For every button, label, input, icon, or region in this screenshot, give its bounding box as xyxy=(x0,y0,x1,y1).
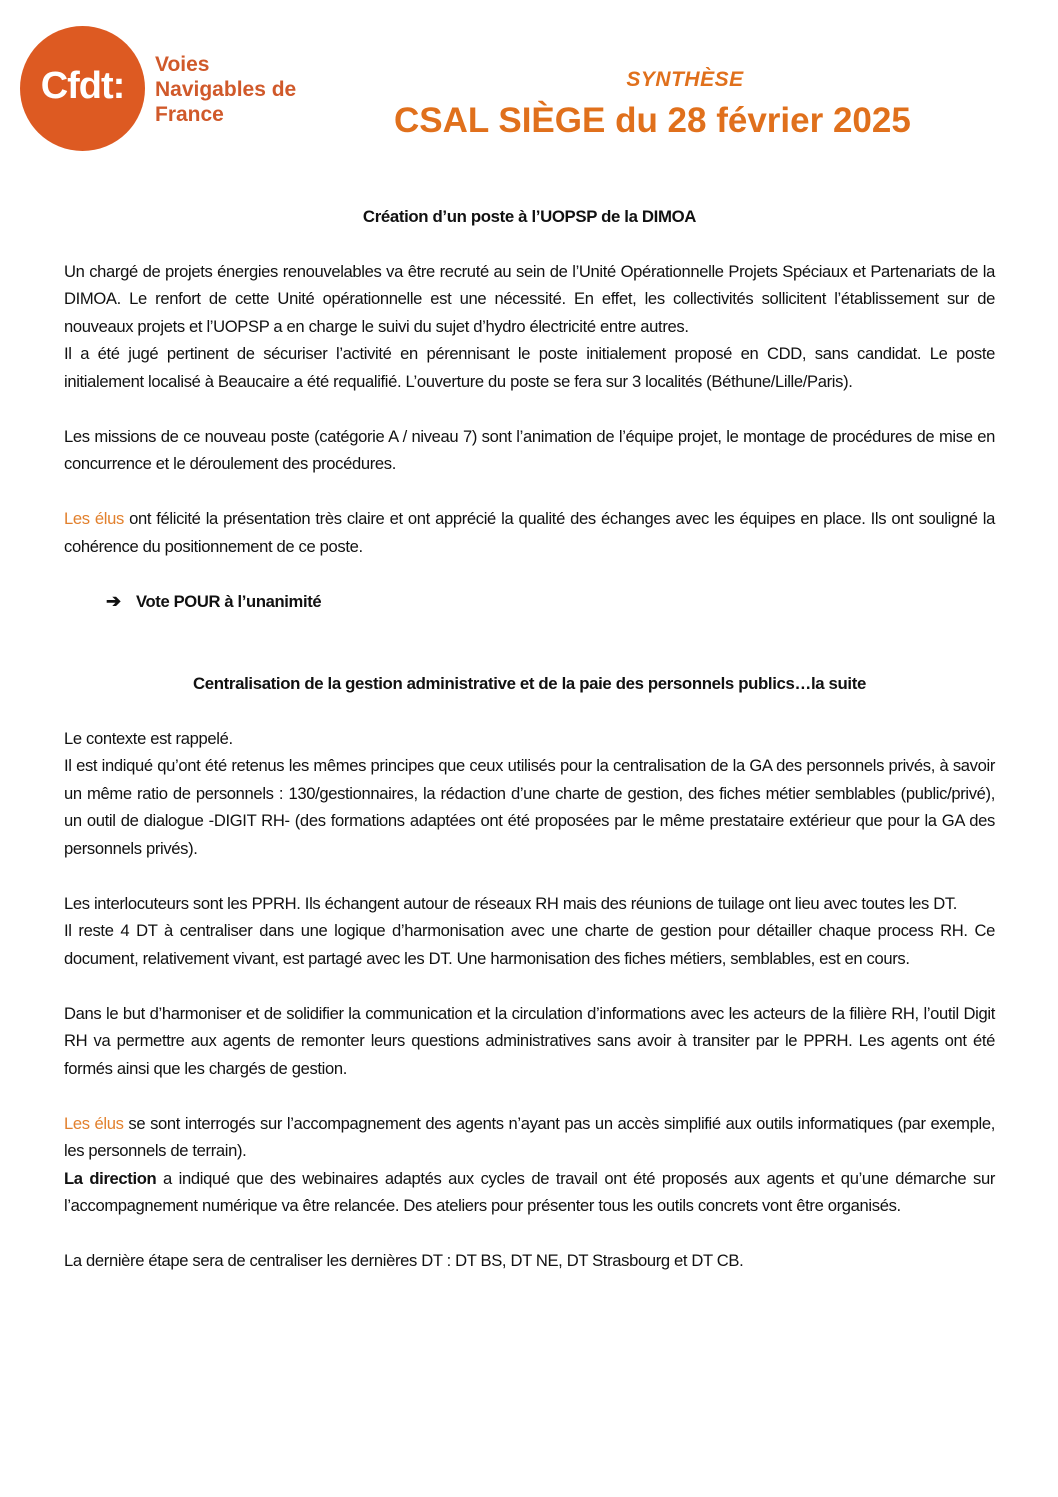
logo-mark: Cfdt: xyxy=(40,65,125,107)
section-2-paragraph-5-text: a indiqué que des webinaires adaptés aux cycles de travail ont été proposés aux agents et qu’une démarche sur l’accompagnement numérique va être relancée. Des ateliers pour présenter tous les outils concrets vont être organisés. xyxy=(64,1168,995,1215)
org-name-line-2: Navigables de xyxy=(155,78,297,101)
section-1-paragraph-4-text: ont félicité la présentation très claire et ont apprécié la qualité des échanges avec les équipes en place. Ils ont souligné la cohérence du positionnement de ce poste. xyxy=(64,509,995,556)
section-2-heading: Centralisation de la gestion administrative et de la paie des personnels publics…la suite xyxy=(193,674,866,693)
section-1-paragraph-4 xyxy=(64,505,995,560)
section-2-paragraph-5 xyxy=(64,1165,995,1220)
section-1-paragraph-2: Il a été jugé pertinent de sécuriser l’activité en pérennisant le poste initialement proposé en CDD, sans candidat. Le poste initialement localisé à Beaucaire a été requalifié. L’ouverture du poste se fera sur 3 localités (Béthune/Lille/Paris). xyxy=(64,344,995,391)
section-2-paragraph-3: Dans le but d’harmoniser et de solidifier la communication et la circulation d’informations avec les acteurs de la filière RH, l’outil Digit RH va permettre aux agents de remonter leurs questions administratives sans avoir à transiter par le PPRH. Les agents ont été formés ainsi que les chargés de gestion. xyxy=(64,1003,995,1078)
org-name-line-1: Voies xyxy=(155,53,210,76)
vote-text: Vote POUR à l’unanimité xyxy=(136,591,322,611)
document-title: CSAL SIÈGE du 28 février 2025 xyxy=(394,101,911,140)
section-2-paragraph-4-text: se sont interrogés sur l’accompagnement des agents n’ayant pas un accès simplifié aux outils informatiques (par exemple, les personnels de terrain). xyxy=(64,1113,995,1160)
section-2-paragraph-1a: Le contexte est rappelé. xyxy=(64,728,233,748)
arrow-right-icon: ➔ xyxy=(106,590,121,611)
elus-highlight: Les élus xyxy=(64,509,124,528)
section-1-heading: Création d’un poste à l’UOPSP de la DIMOA xyxy=(362,207,697,226)
cfdt-logo xyxy=(20,26,145,151)
direction-label: La direction xyxy=(64,1168,157,1188)
section-2-paragraph-2a: Les interlocuteurs sont les PPRH. Ils échangent autour de réseaux RH mais des réunions de tuilage ont lieu avec toutes les DT. xyxy=(64,893,958,913)
section-2-paragraph-2b: Il reste 4 DT à centraliser dans une logique d’harmonisation avec une charte de gestion pour détailler chaque process RH. Ce document, relativement vivant, est partagé avec les DT. Une harmonisation des fiches métiers, semblables, est en cours. xyxy=(64,921,995,968)
section-1-paragraph-3: Les missions de ce nouveau poste (catégorie A / niveau 7) sont l’animation de l’équipe projet, le montage de procédures de mise en concurrence et le déroulement des procédures. xyxy=(64,426,995,473)
section-2-paragraph-1b: Il est indiqué qu’ont été retenus les mêmes principes que ceux utilisés pour la centralisation de la GA des personnels privés, à savoir un même ratio de personnels : 130/gestionnaires, la rédaction d’une charte de gestion, des fiches métier semblables (public/privé), un outil de dialogue -DIGIT RH- (des formations adaptées ont été proposées par le même prestataire extérieur que pour la GA des personnels privés). xyxy=(64,756,995,858)
section-1-paragraph-1: Un chargé de projets énergies renouvelables va être recruté au sein de l’Unité Opérationnelle Projets Spéciaux et Partenariats de la DIMOA. Le renfort de cette Unité opérationnelle est une nécessité. En effet, les collectivités sollicitent l’établissement sur de nouveaux projets et l’UOPSP a en charge le suivi du sujet d’hydro électricité entre autres. xyxy=(64,261,995,336)
section-2-paragraph-6: La dernière étape sera de centraliser les dernières DT : DT BS, DT NE, DT Strasbourg et DT CB. xyxy=(64,1251,744,1270)
elus-highlight: Les élus xyxy=(64,1113,124,1133)
document-kicker: SYNTHÈSE xyxy=(626,68,744,91)
vote-result xyxy=(106,588,995,616)
org-name-line-3: France xyxy=(155,103,224,126)
section-2-paragraph-4 xyxy=(64,1110,995,1165)
org-name xyxy=(155,52,296,127)
document-body xyxy=(64,203,995,1275)
